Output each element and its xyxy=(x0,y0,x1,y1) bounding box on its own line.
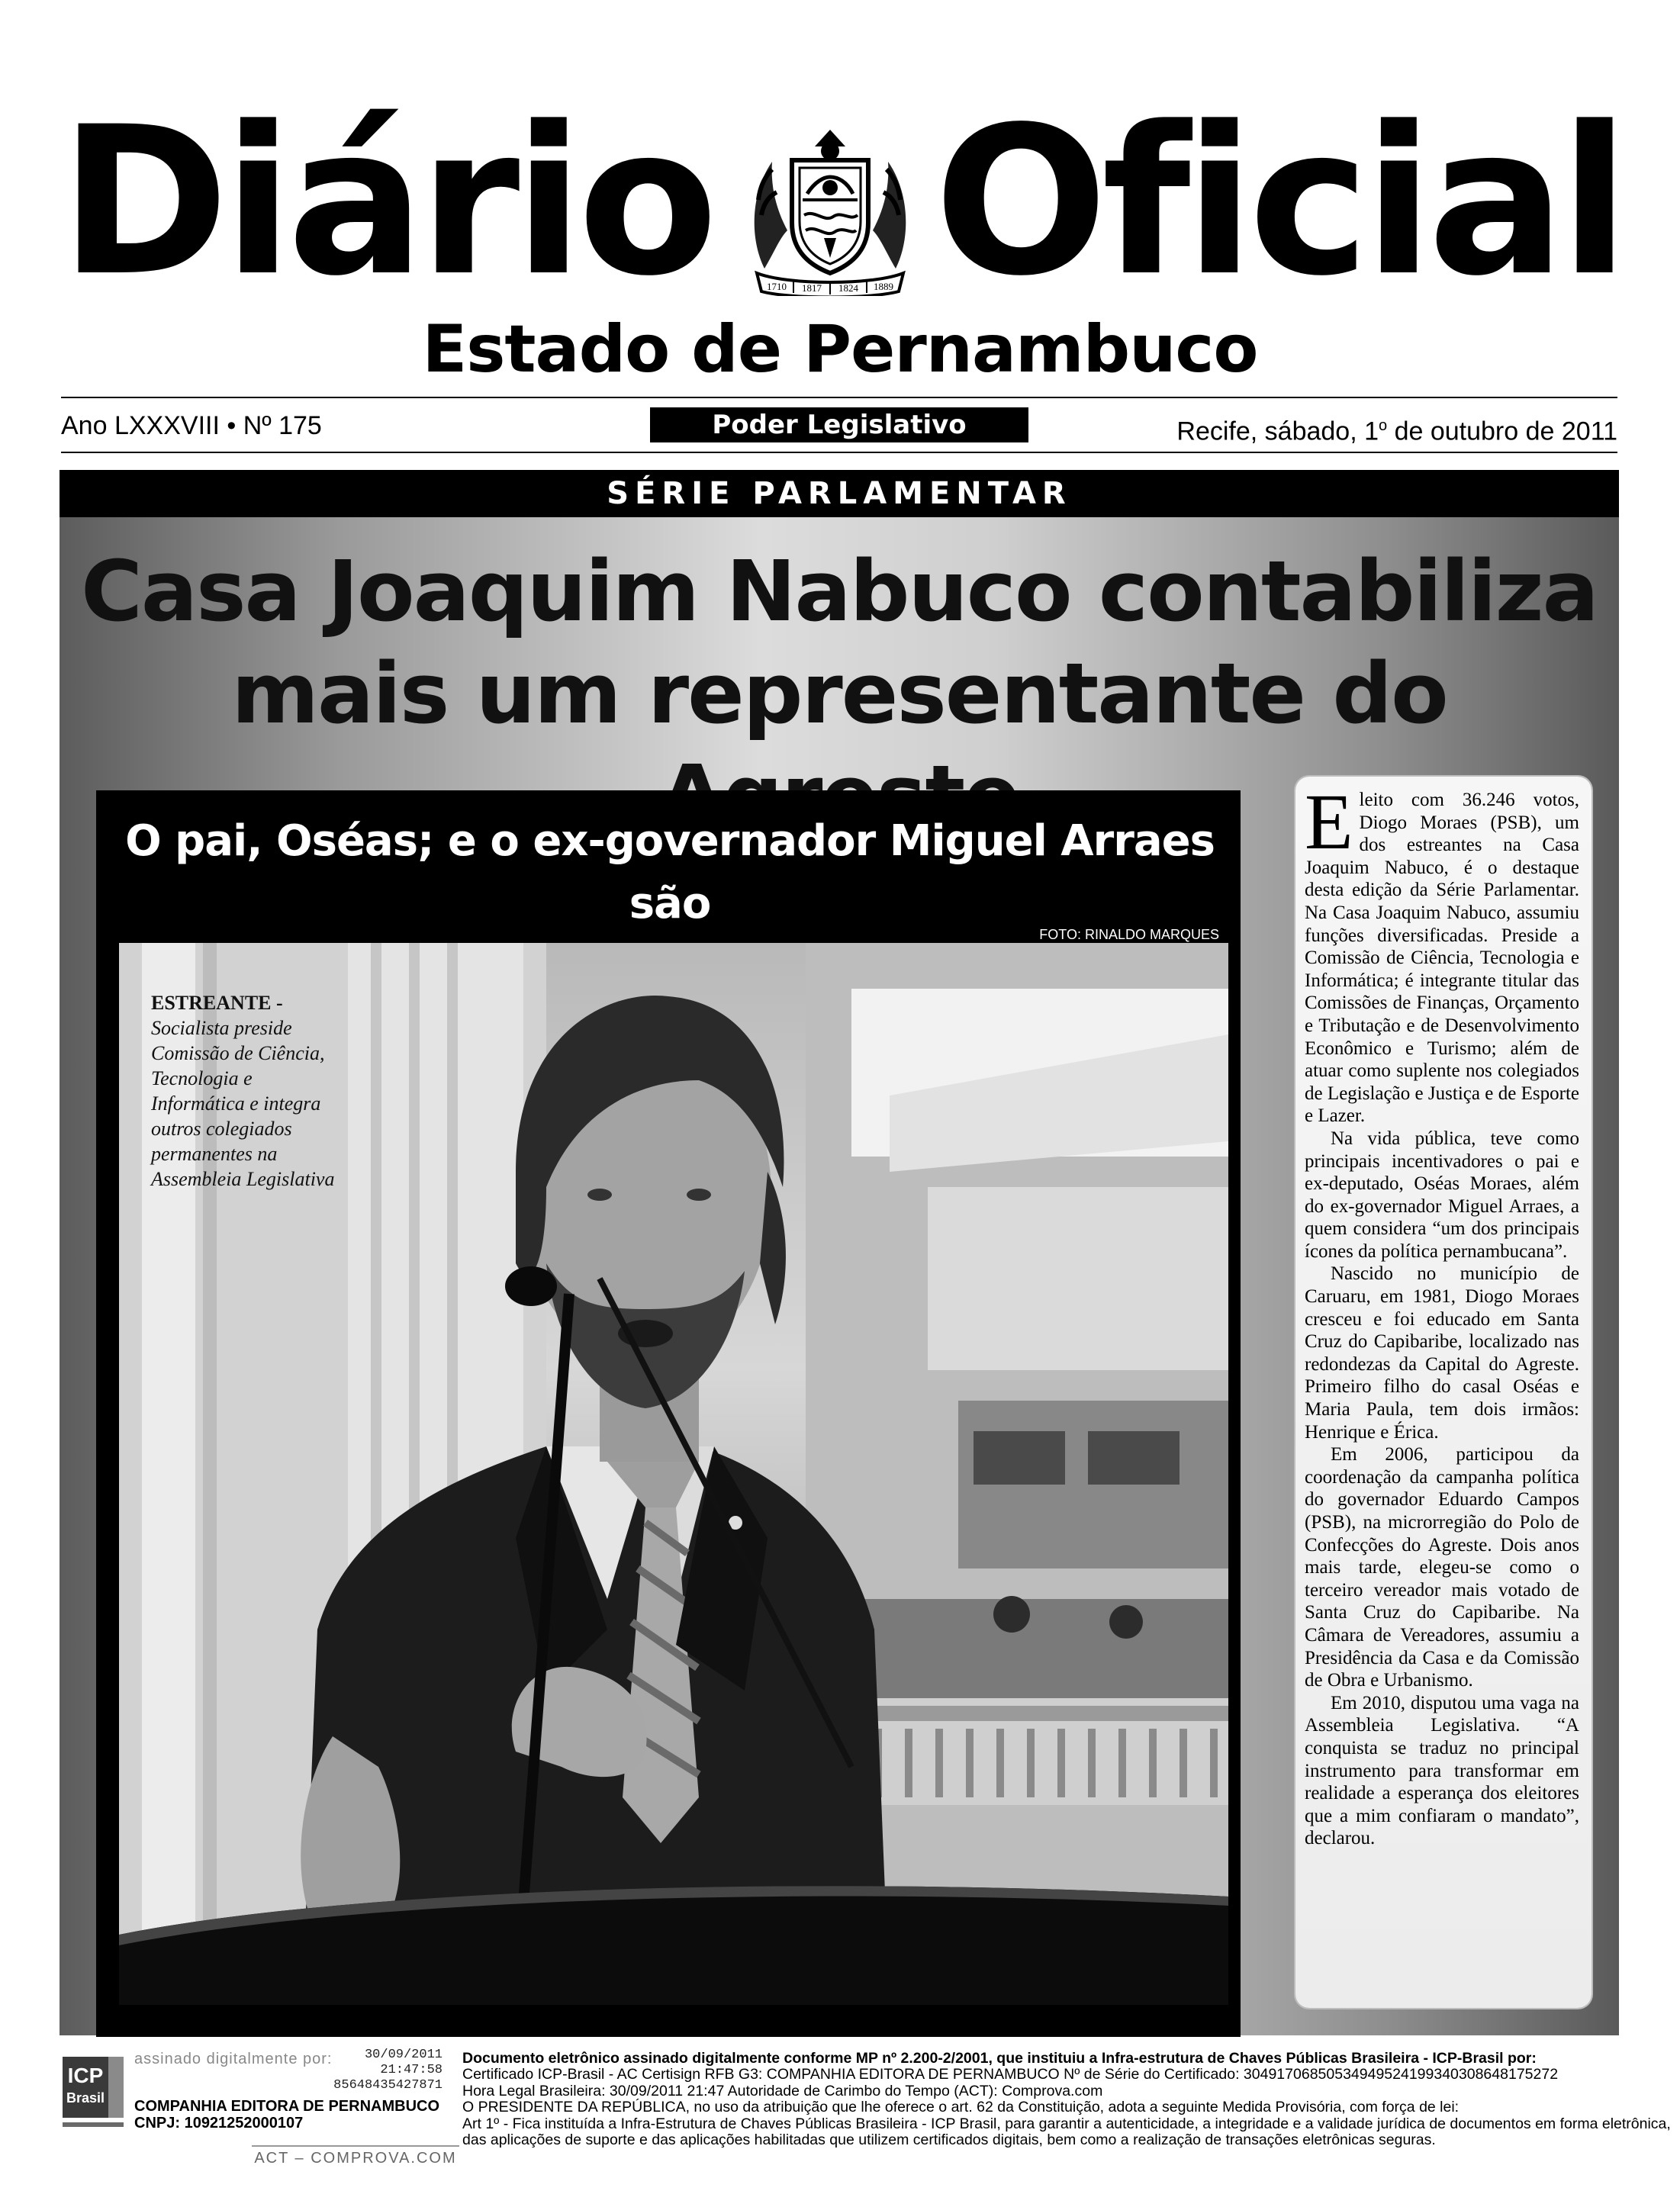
masthead-title-left: Diário xyxy=(60,83,713,321)
stamp-serial: 85648435427871 xyxy=(333,2078,443,2093)
photo-caption xyxy=(151,990,349,1192)
headline-line-1: Casa Joaquim Nabuco contabiliza xyxy=(81,542,1598,640)
legal-line: Art 1º - Fica instituída a Infra-Estrutura de Chaves Públicas Brasileira - ICP Brasil, para garantir a autenticidade, a integridade e a validade jurídica de documentos em forma eletrônica, xyxy=(462,2115,1671,2132)
article-paragraph: Em 2010, disputou uma vaga na Assembleia Legislativa. “A conquista se traduz no principal instrumento para transformar em realidade a esperança dos eleitores que a mim confiaram o mandato”, declarou. xyxy=(1305,1692,1579,1849)
legal-line: O PRESIDENTE DA REPÚBLICA, no uso da atribuição que lhe oferece o art. 62 da Constituição, adota a seguinte Medida Provisória, com força de lei: xyxy=(462,2099,1460,2116)
photo-credit: FOTO: RINALDO MARQUES xyxy=(1039,927,1219,942)
masthead-subtitle: Estado de Pernambuco xyxy=(422,311,1258,388)
date-ordinal: o xyxy=(1379,417,1388,434)
caption-body: Socialista preside Comissão de Ciência, Tecnologia e Informática e integra outros colegiados permanentes na Assembleia Legislativa xyxy=(151,1017,335,1190)
seal-date-2: 1817 xyxy=(802,282,822,294)
masthead-title-right: Oficial xyxy=(934,83,1624,321)
icp-brasil-logo-icon xyxy=(60,2052,127,2136)
icp-logo-text-2: Brasil xyxy=(66,2090,105,2106)
article-paragraph xyxy=(1305,778,1579,1128)
seal-date-4: 1889 xyxy=(874,281,893,292)
article-paragraph: Nascido no município de Caruaru, em 1981, Diogo Moraes cresceu e foi educado em Santa Cruz do Capibaribe, localizado nas redondezas da Capital do Agreste. Primeiro filho do casal Oséas e Maria Paula, tem dois irmãos: Henrique e Érica. xyxy=(1305,1263,1579,1443)
legal-line: Documento eletrônico assinado digitalmente conforme MP nº 2.200-2/2001, que instituiu a Infra-estrutura de Chaves Públicas Brasileira - ICP-Brasil por: xyxy=(462,2050,1537,2067)
headline-line-2: mais um representante do xyxy=(231,645,1447,742)
publication-date xyxy=(1176,409,1617,448)
series-banner: SÉRIE PARLAMENTAR xyxy=(60,470,1619,517)
masthead-rule-top xyxy=(61,397,1617,398)
stamp-act-link[interactable]: ACT – COMPROVA.COM xyxy=(252,2145,459,2170)
article-paragraph: Em 2006, participou da coordenação da campanha política do governador Eduardo Campos (PSB), na microrregião do Polo de Confecções do Agreste. Dois anos mais tarde, elegeu-se como o terceiro vereador mais votado de Santa Cruz do Capibaribe. Na Câmara de Vereadores, assumiu a Presidência da Casa e da Comissão de Obra e Urbanismo. xyxy=(1305,1444,1579,1691)
article-paragraph-text: leito com 36.246 votos, Diogo Moraes (PSB), um dos estreantes na Casa Joaquim Nabuco, é o destaque desta edição da Série Parlamentar. Na Casa Joaquim Nabuco, assumiu funções diversificadas. Preside a Comissão de Ciência, Tecnologia e Informática; é integrante titular das Comissões de Finanças, Orçamento e Tributação e de Desenvolvimento Econômico e Turismo; além de atuar como suplente nos colegiados de Legislação e Justiça e de Esporte e Lazer. xyxy=(1305,790,1579,1127)
state-coat-of-arms-seal xyxy=(742,124,919,296)
seal-date-3: 1824 xyxy=(838,282,858,294)
caption-lead: ESTREANTE - xyxy=(151,992,283,1014)
drop-cap: E xyxy=(1305,778,1353,866)
stamp-signed-label: assinado digitalmente por: xyxy=(134,2051,333,2067)
branch-label: Poder Legislativo xyxy=(650,407,1028,442)
stamp-company: COMPANHIA EDITORA DE PERNAMBUCO xyxy=(134,2098,440,2115)
edition-number: Ano LXXXVIII • Nº 175 xyxy=(61,411,322,440)
icp-logo-text-1: ICP xyxy=(67,2064,104,2087)
article-paragraph: Na vida pública, teve como principais incentivadores o pai e ex-deputado, Oséas Moraes, além do ex-governador Miguel Arraes, a quem considera “um dos principais ícones da política pernambucana”. xyxy=(1305,1128,1579,1262)
legal-line: Hora Legal Brasileira: 30/09/2011 21:47 Autoridade de Carimbo do Tempo (ACT): Comprova.com xyxy=(462,2082,1103,2099)
masthead-rule-bottom xyxy=(61,452,1617,453)
stamp-time: 21:47:58 xyxy=(380,2063,443,2077)
legal-line: Certificado ICP-Brasil - AC Certisign RFB G3: COMPANHIA EDITORA DE PERNAMBUCO Nº de Série do Certificado: 30491706850534949524199340308648175272 xyxy=(462,2066,1559,2083)
seal-date-1: 1710 xyxy=(767,281,787,292)
subheadline-line-1: O pai, Oséas; e o ex-governador Miguel Arraes são xyxy=(125,816,1215,928)
stamp-cnpj: CNPJ: 10921252000107 xyxy=(134,2115,304,2131)
article-body xyxy=(1305,778,1579,1850)
legal-line: das aplicações de suporte e das aplicações habilitadas que utilizem certificados digitais, bem como a realização de transações eletrônicas seguras. xyxy=(462,2131,1436,2149)
stamp-date: 30/09/2011 xyxy=(364,2048,443,2062)
date-prefix: Recife, sábado, 1 xyxy=(1176,417,1379,446)
legal-notice xyxy=(462,2050,1671,2149)
date-suffix: de outubro de 2011 xyxy=(1387,417,1617,446)
